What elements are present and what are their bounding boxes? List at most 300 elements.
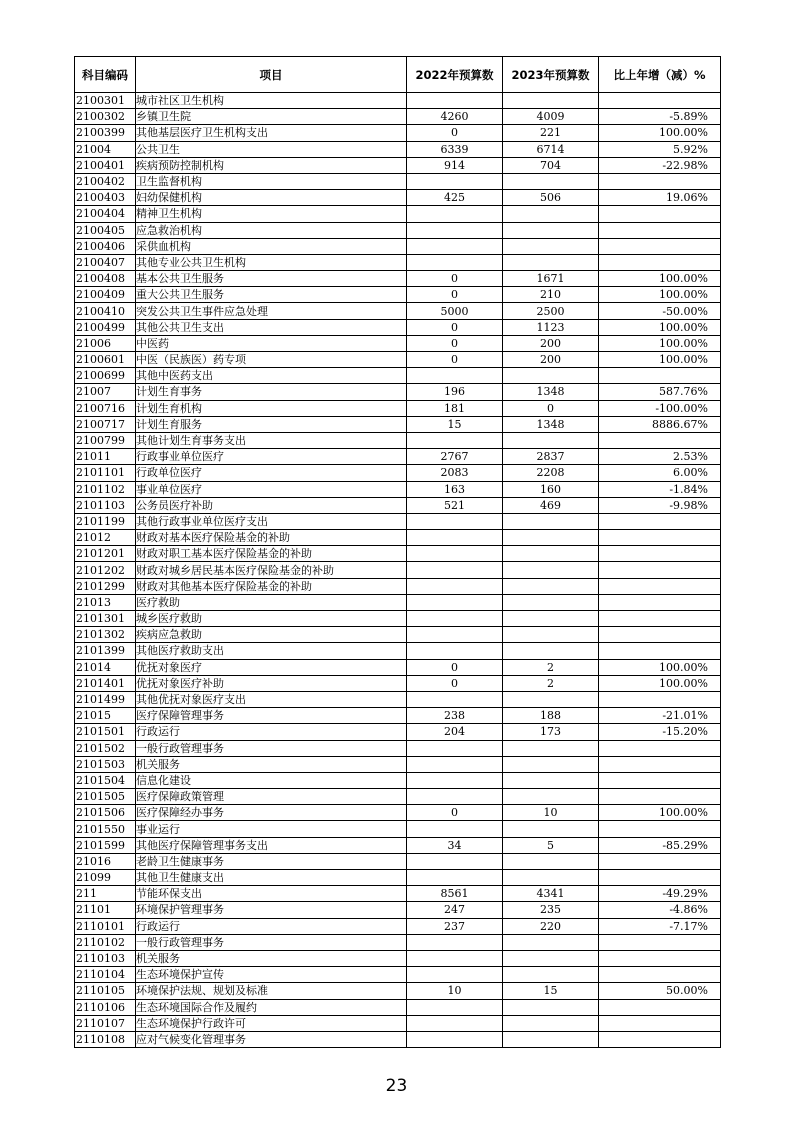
table-row [75, 190, 721, 206]
item-name-cell: 医疗保障管理事务 [136, 708, 407, 724]
item-name-cell: 生态环境国际合作及履约 [136, 999, 407, 1015]
item-name-cell: 其他基层医疗卫生机构支出 [136, 125, 407, 141]
change-percent-cell [599, 578, 721, 594]
item-name-cell: 优抚对象医疗补助 [136, 675, 407, 691]
code-cell: 2100699 [75, 368, 136, 384]
item-name-cell: 疾病预防控制机构 [136, 157, 407, 173]
table-row [75, 449, 721, 465]
header-budget-2022: 2022年预算数 [407, 57, 503, 93]
table-row [75, 934, 721, 950]
item-name-cell: 医疗救助 [136, 594, 407, 610]
budget-2023-cell [503, 432, 599, 448]
table-row [75, 772, 721, 788]
budget-2022-cell [407, 513, 503, 529]
table-row [75, 481, 721, 497]
change-percent-cell: -1.84% [599, 481, 721, 497]
table-row [75, 93, 721, 109]
item-name-cell: 其他公共卫生支出 [136, 319, 407, 335]
budget-2023-cell [503, 772, 599, 788]
table-row [75, 416, 721, 432]
budget-2023-cell: 1671 [503, 271, 599, 287]
budget-2023-cell: 2 [503, 675, 599, 691]
budget-2023-cell [503, 691, 599, 707]
code-cell: 21014 [75, 659, 136, 675]
table-row [75, 465, 721, 481]
table-row [75, 999, 721, 1015]
budget-2023-cell [503, 562, 599, 578]
table-row [75, 902, 721, 918]
code-cell: 2101401 [75, 675, 136, 691]
change-percent-cell: -15.20% [599, 724, 721, 740]
budget-2023-cell: 6714 [503, 141, 599, 157]
budget-2022-cell: 0 [407, 271, 503, 287]
code-cell: 21006 [75, 335, 136, 351]
budget-2022-cell: 247 [407, 902, 503, 918]
change-percent-cell: -5.89% [599, 109, 721, 125]
table-row [75, 724, 721, 740]
change-percent-cell: 50.00% [599, 983, 721, 999]
budget-2022-cell: 238 [407, 708, 503, 724]
budget-2022-cell [407, 853, 503, 869]
budget-2023-cell: 4341 [503, 886, 599, 902]
change-percent-cell [599, 740, 721, 756]
budget-2023-cell: 1348 [503, 416, 599, 432]
item-name-cell: 老龄卫生健康事务 [136, 853, 407, 869]
table-row [75, 400, 721, 416]
table-row [75, 513, 721, 529]
budget-2022-cell [407, 432, 503, 448]
table-row [75, 1031, 721, 1047]
code-cell: 2100405 [75, 222, 136, 238]
code-cell: 2101501 [75, 724, 136, 740]
table-row [75, 611, 721, 627]
table-row [75, 384, 721, 400]
item-name-cell: 卫生监督机构 [136, 173, 407, 189]
item-name-cell: 行政运行 [136, 918, 407, 934]
budget-2022-cell [407, 368, 503, 384]
table-row [75, 303, 721, 319]
item-name-cell: 节能环保支出 [136, 886, 407, 902]
table-row [75, 627, 721, 643]
budget-2022-cell [407, 611, 503, 627]
change-percent-cell: -22.98% [599, 157, 721, 173]
budget-2023-cell [503, 821, 599, 837]
item-name-cell: 公务员医疗补助 [136, 497, 407, 513]
code-cell: 2100404 [75, 206, 136, 222]
code-cell: 2100403 [75, 190, 136, 206]
budget-2022-cell: 34 [407, 837, 503, 853]
item-name-cell: 环境保护法规、规划及标准 [136, 983, 407, 999]
item-name-cell: 财政对基本医疗保险基金的补助 [136, 530, 407, 546]
change-percent-cell: -49.29% [599, 886, 721, 902]
table-row [75, 238, 721, 254]
budget-2022-cell: 0 [407, 125, 503, 141]
item-name-cell: 其他专业公共卫生机构 [136, 254, 407, 270]
budget-2022-cell: 425 [407, 190, 503, 206]
budget-2023-cell: 160 [503, 481, 599, 497]
budget-2022-cell [407, 789, 503, 805]
change-percent-cell [599, 756, 721, 772]
item-name-cell: 突发公共卫生事件应急处理 [136, 303, 407, 319]
item-name-cell: 应对气候变化管理事务 [136, 1031, 407, 1047]
budget-2023-cell: 2208 [503, 465, 599, 481]
item-name-cell: 行政单位医疗 [136, 465, 407, 481]
budget-2023-cell [503, 870, 599, 886]
item-name-cell: 其他医疗保障管理事务支出 [136, 837, 407, 853]
budget-2022-cell: 15 [407, 416, 503, 432]
code-cell: 21011 [75, 449, 136, 465]
change-percent-cell [599, 513, 721, 529]
budget-2023-cell: 235 [503, 902, 599, 918]
table-row [75, 530, 721, 546]
budget-2023-cell: 220 [503, 918, 599, 934]
item-name-cell: 机关服务 [136, 756, 407, 772]
change-percent-cell [599, 562, 721, 578]
code-cell: 2110106 [75, 999, 136, 1015]
budget-2023-cell: 200 [503, 352, 599, 368]
change-percent-cell: 100.00% [599, 805, 721, 821]
budget-2022-cell [407, 222, 503, 238]
table-row [75, 206, 721, 222]
header-item: 项目 [136, 57, 407, 93]
change-percent-cell [599, 546, 721, 562]
item-name-cell: 行政运行 [136, 724, 407, 740]
item-name-cell: 机关服务 [136, 950, 407, 966]
code-cell: 2110103 [75, 950, 136, 966]
table-row [75, 821, 721, 837]
code-cell: 2100407 [75, 254, 136, 270]
budget-2023-cell: 10 [503, 805, 599, 821]
table-row [75, 691, 721, 707]
change-percent-cell [599, 853, 721, 869]
item-name-cell: 城乡医疗救助 [136, 611, 407, 627]
budget-2023-cell [503, 173, 599, 189]
budget-2022-cell [407, 870, 503, 886]
budget-2022-cell [407, 93, 503, 109]
table-row [75, 157, 721, 173]
budget-2023-cell [503, 967, 599, 983]
code-cell: 2100799 [75, 432, 136, 448]
budget-2022-cell [407, 173, 503, 189]
budget-2023-cell: 2 [503, 659, 599, 675]
change-percent-cell [599, 967, 721, 983]
code-cell: 21101 [75, 902, 136, 918]
budget-2022-cell: 0 [407, 659, 503, 675]
budget-2023-cell [503, 206, 599, 222]
item-name-cell: 其他卫生健康支出 [136, 870, 407, 886]
budget-2022-cell: 0 [407, 352, 503, 368]
budget-2023-cell [503, 578, 599, 594]
table-row [75, 546, 721, 562]
table-row [75, 222, 721, 238]
code-cell: 2100410 [75, 303, 136, 319]
budget-2022-cell [407, 594, 503, 610]
change-percent-cell: 19.06% [599, 190, 721, 206]
table-row [75, 983, 721, 999]
code-cell: 2100301 [75, 93, 136, 109]
change-percent-cell [599, 627, 721, 643]
budget-2023-cell: 5 [503, 837, 599, 853]
budget-2023-cell: 704 [503, 157, 599, 173]
budget-2023-cell [503, 611, 599, 627]
item-name-cell: 行政事业单位医疗 [136, 449, 407, 465]
change-percent-cell [599, 206, 721, 222]
budget-2022-cell [407, 999, 503, 1015]
table-row [75, 756, 721, 772]
change-percent-cell [599, 934, 721, 950]
table-body [75, 93, 721, 1048]
budget-2023-cell: 221 [503, 125, 599, 141]
budget-2023-cell [503, 789, 599, 805]
budget-2022-cell [407, 546, 503, 562]
item-name-cell: 计划生育事务 [136, 384, 407, 400]
budget-2022-cell [407, 254, 503, 270]
budget-2022-cell: 2083 [407, 465, 503, 481]
table-row [75, 870, 721, 886]
budget-2023-cell: 173 [503, 724, 599, 740]
table-row [75, 675, 721, 691]
item-name-cell: 生态环境保护行政许可 [136, 1015, 407, 1031]
table-row [75, 562, 721, 578]
item-name-cell: 城市社区卫生机构 [136, 93, 407, 109]
budget-2022-cell: 8561 [407, 886, 503, 902]
budget-2022-cell: 2767 [407, 449, 503, 465]
header-change: 比上年增（减）% [599, 57, 721, 93]
budget-2022-cell: 914 [407, 157, 503, 173]
budget-2022-cell [407, 950, 503, 966]
code-cell: 2100499 [75, 319, 136, 335]
code-cell: 2101301 [75, 611, 136, 627]
item-name-cell: 环境保护管理事务 [136, 902, 407, 918]
budget-2023-cell [503, 546, 599, 562]
table-row [75, 497, 721, 513]
item-name-cell: 财政对其他基本医疗保险基金的补助 [136, 578, 407, 594]
budget-2023-cell [503, 934, 599, 950]
code-cell: 2101299 [75, 578, 136, 594]
change-percent-cell: 8886.67% [599, 416, 721, 432]
budget-2022-cell: 4260 [407, 109, 503, 125]
item-name-cell: 医疗保障经办事务 [136, 805, 407, 821]
budget-2023-cell [503, 740, 599, 756]
change-percent-cell [599, 238, 721, 254]
budget-2022-cell [407, 1015, 503, 1031]
budget-2022-cell: 0 [407, 335, 503, 351]
change-percent-cell [599, 594, 721, 610]
budget-2022-cell: 163 [407, 481, 503, 497]
budget-2023-cell [503, 368, 599, 384]
budget-2022-cell [407, 643, 503, 659]
item-name-cell: 基本公共卫生服务 [136, 271, 407, 287]
code-cell: 2110101 [75, 918, 136, 934]
code-cell: 2101503 [75, 756, 136, 772]
code-cell: 2101506 [75, 805, 136, 821]
code-cell: 2101202 [75, 562, 136, 578]
code-cell: 2101599 [75, 837, 136, 853]
code-cell: 21013 [75, 594, 136, 610]
code-cell: 21099 [75, 870, 136, 886]
change-percent-cell [599, 173, 721, 189]
item-name-cell: 乡镇卫生院 [136, 109, 407, 125]
change-percent-cell: -7.17% [599, 918, 721, 934]
change-percent-cell [599, 222, 721, 238]
item-name-cell: 其他中医药支出 [136, 368, 407, 384]
code-cell: 2100409 [75, 287, 136, 303]
table-row [75, 805, 721, 821]
table-row [75, 352, 721, 368]
item-name-cell: 中医（民族医）药专项 [136, 352, 407, 368]
budget-2023-cell: 2500 [503, 303, 599, 319]
item-name-cell: 事业单位医疗 [136, 481, 407, 497]
change-percent-cell [599, 368, 721, 384]
change-percent-cell: -85.29% [599, 837, 721, 853]
table-row [75, 837, 721, 853]
table-row [75, 967, 721, 983]
item-name-cell: 妇幼保健机构 [136, 190, 407, 206]
budget-2022-cell [407, 562, 503, 578]
budget-2022-cell: 0 [407, 319, 503, 335]
table-row [75, 254, 721, 270]
change-percent-cell: 2.53% [599, 449, 721, 465]
code-cell: 2100401 [75, 157, 136, 173]
change-percent-cell: -9.98% [599, 497, 721, 513]
code-cell: 2101101 [75, 465, 136, 481]
code-cell: 2100406 [75, 238, 136, 254]
table-row [75, 578, 721, 594]
budget-2022-cell [407, 238, 503, 254]
budget-2023-cell: 200 [503, 335, 599, 351]
budget-2023-cell [503, 999, 599, 1015]
budget-2023-cell: 1123 [503, 319, 599, 335]
table-row [75, 432, 721, 448]
code-cell: 2100399 [75, 125, 136, 141]
change-percent-cell [599, 789, 721, 805]
header-row [75, 57, 721, 93]
budget-2022-cell: 196 [407, 384, 503, 400]
change-percent-cell [599, 950, 721, 966]
budget-2022-cell [407, 756, 503, 772]
item-name-cell: 医疗保障政策管理 [136, 789, 407, 805]
item-name-cell: 事业运行 [136, 821, 407, 837]
table-row [75, 853, 721, 869]
table-row [75, 335, 721, 351]
budget-2023-cell [503, 530, 599, 546]
budget-2022-cell: 0 [407, 805, 503, 821]
table-row [75, 368, 721, 384]
item-name-cell: 应急救治机构 [136, 222, 407, 238]
code-cell: 2101102 [75, 481, 136, 497]
budget-2023-cell [503, 222, 599, 238]
budget-2022-cell [407, 772, 503, 788]
code-cell: 2100601 [75, 352, 136, 368]
budget-2022-cell [407, 1031, 503, 1047]
change-percent-cell [599, 691, 721, 707]
change-percent-cell: -50.00% [599, 303, 721, 319]
code-cell: 2101550 [75, 821, 136, 837]
change-percent-cell: 100.00% [599, 352, 721, 368]
header-budget-2023: 2023年预算数 [503, 57, 599, 93]
table-row [75, 319, 721, 335]
code-cell: 21007 [75, 384, 136, 400]
code-cell: 2101502 [75, 740, 136, 756]
change-percent-cell: 100.00% [599, 319, 721, 335]
budget-2023-cell [503, 93, 599, 109]
change-percent-cell [599, 432, 721, 448]
budget-2023-cell [503, 756, 599, 772]
item-name-cell: 其他行政事业单位医疗支出 [136, 513, 407, 529]
code-cell: 2100408 [75, 271, 136, 287]
header-code: 科目编码 [75, 57, 136, 93]
change-percent-cell: 100.00% [599, 675, 721, 691]
budget-2023-cell: 210 [503, 287, 599, 303]
item-name-cell: 其他医疗救助支出 [136, 643, 407, 659]
change-percent-cell: 100.00% [599, 125, 721, 141]
budget-2023-cell: 188 [503, 708, 599, 724]
item-name-cell: 疾病应急救助 [136, 627, 407, 643]
code-cell: 2110104 [75, 967, 136, 983]
change-percent-cell: 6.00% [599, 465, 721, 481]
budget-2023-cell [503, 513, 599, 529]
item-name-cell: 重大公共卫生服务 [136, 287, 407, 303]
code-cell: 2101199 [75, 513, 136, 529]
change-percent-cell: 100.00% [599, 271, 721, 287]
table-row [75, 886, 721, 902]
item-name-cell: 其他优抚对象医疗支出 [136, 691, 407, 707]
budget-2022-cell: 237 [407, 918, 503, 934]
item-name-cell: 计划生育机构 [136, 400, 407, 416]
budget-2023-cell: 506 [503, 190, 599, 206]
code-cell: 21004 [75, 141, 136, 157]
budget-2022-cell [407, 206, 503, 222]
budget-2022-cell: 10 [407, 983, 503, 999]
budget-2022-cell: 6339 [407, 141, 503, 157]
code-cell: 211 [75, 886, 136, 902]
change-percent-cell [599, 1031, 721, 1047]
budget-2023-cell: 469 [503, 497, 599, 513]
item-name-cell: 一般行政管理事务 [136, 740, 407, 756]
item-name-cell: 中医药 [136, 335, 407, 351]
table-row [75, 643, 721, 659]
code-cell: 21012 [75, 530, 136, 546]
change-percent-cell [599, 1015, 721, 1031]
budget-2022-cell [407, 967, 503, 983]
budget-2022-cell [407, 530, 503, 546]
table-row [75, 950, 721, 966]
budget-2022-cell [407, 821, 503, 837]
budget-2023-cell: 0 [503, 400, 599, 416]
change-percent-cell [599, 530, 721, 546]
code-cell: 2101504 [75, 772, 136, 788]
table-row [75, 109, 721, 125]
budget-2022-cell: 0 [407, 675, 503, 691]
change-percent-cell: 587.76% [599, 384, 721, 400]
code-cell: 2110102 [75, 934, 136, 950]
change-percent-cell [599, 254, 721, 270]
code-cell: 2100302 [75, 109, 136, 125]
table-row [75, 789, 721, 805]
table-row [75, 271, 721, 287]
change-percent-cell: 100.00% [599, 287, 721, 303]
table-row [75, 659, 721, 675]
budget-2022-cell [407, 627, 503, 643]
budget-2022-cell: 204 [407, 724, 503, 740]
item-name-cell: 采供血机构 [136, 238, 407, 254]
budget-table [74, 56, 721, 1048]
change-percent-cell: -21.01% [599, 708, 721, 724]
budget-2023-cell [503, 238, 599, 254]
change-percent-cell [599, 821, 721, 837]
table-row [75, 594, 721, 610]
table-row [75, 918, 721, 934]
